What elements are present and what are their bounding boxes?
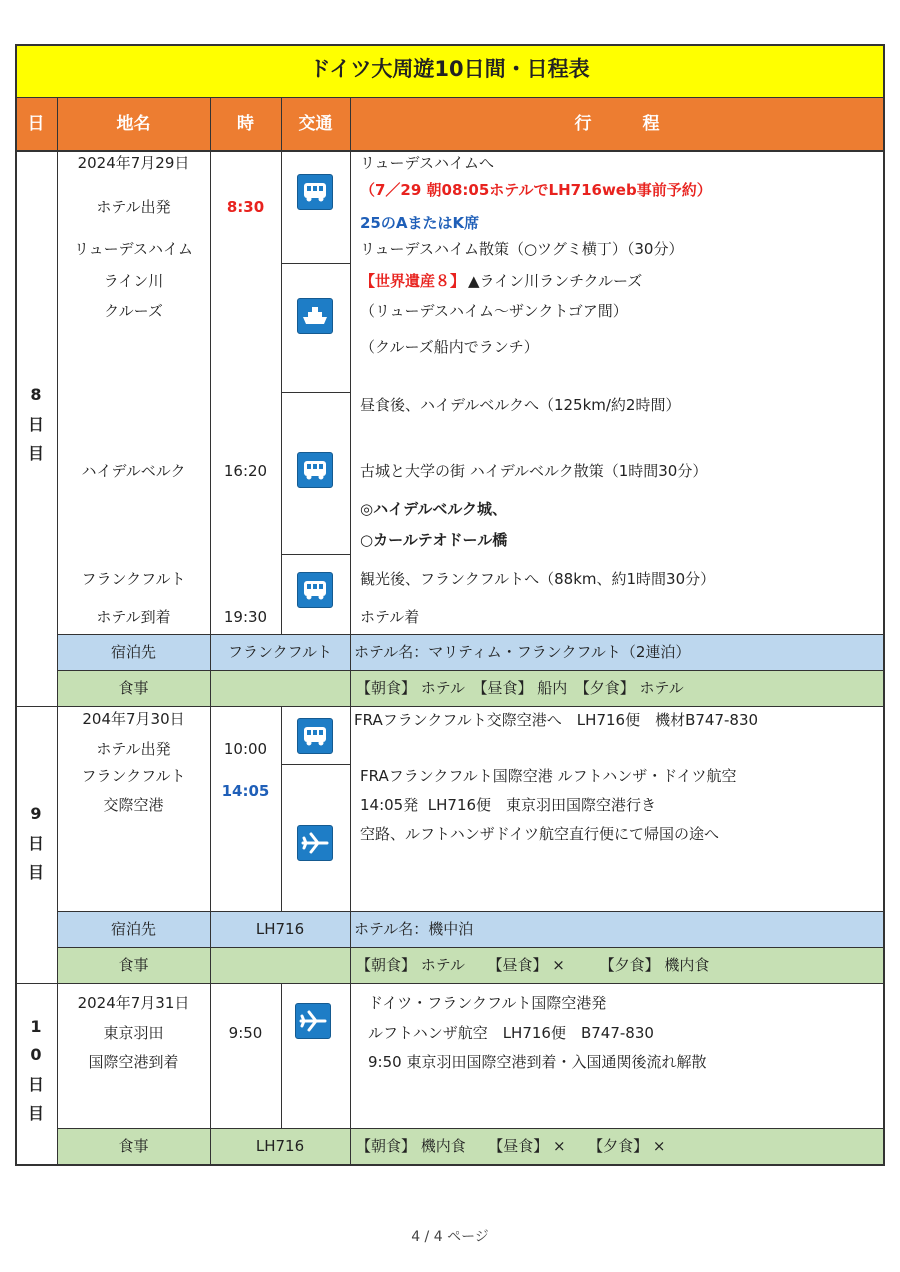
day9-time: 14:05 [221, 782, 270, 800]
day8-place: ホテル出発 [96, 198, 171, 216]
day10-label-4: 目 [27, 1104, 44, 1123]
day9-date: 204年7月30日 [82, 710, 185, 728]
day9-place: 交際空港 [103, 796, 164, 814]
day8-place: クルーズ [104, 302, 163, 320]
day9-place: フランクフルト [81, 767, 186, 785]
day8-itinerary-line: （7／29 朝08:05ホテルでLH716web事前予約） [360, 181, 712, 199]
day8-itinerary-line: リューデスハイムへ [360, 154, 494, 172]
day8-itinerary-line: （リューデスハイム～ザンクトゴア間） [360, 302, 628, 320]
day8-place: フランクフルト [81, 570, 186, 588]
day8-itinerary-line: 25のAまたはK席 [360, 214, 480, 232]
day10-label-1: 1 [30, 1017, 42, 1036]
page-number: 4 / 4 ページ [411, 1229, 489, 1245]
day8-itinerary-line: 観光後、フランクフルトへ（88km、約1時間30分） [360, 570, 716, 588]
day9-stay-label: 宿泊先 [110, 920, 156, 938]
day10-itinerary-line: ルフトハンザ航空 LH716便 B747-830 [368, 1024, 654, 1042]
day10-meal-place: LH716 [255, 1137, 305, 1155]
day10-meal-text: 【朝食】 機内食 【昼食】 × 【夕食】 × [356, 1137, 666, 1155]
day10-date: 2024年7月31日 [77, 994, 190, 1012]
day8-stay-label: 宿泊先 [110, 643, 156, 661]
header-transport: 交通 [298, 114, 333, 134]
day8-itinerary-line: 昼食後、ハイデルベルクへ（125km/約2時間） [360, 396, 681, 414]
day8-time: 19:30 [223, 608, 268, 626]
airplane-icon [295, 1003, 331, 1039]
day10-label-2: 0 [30, 1045, 42, 1064]
day8-time: 8:30 [226, 198, 265, 216]
day10-time: 9:50 [228, 1024, 263, 1042]
day9-itinerary-line: 空路、ルフトハンザドイツ航空直行便にて帰国の途へ [360, 825, 719, 843]
day8-stay-place: フランクフルト [227, 643, 333, 661]
day8-itinerary-line: ▲ライン川ランチクルーズ [468, 272, 643, 290]
day10-place: 国際空港到着 [88, 1053, 179, 1071]
header-time: 時 [237, 114, 254, 134]
page-title: ドイツ大周遊10日間・日程表 [309, 57, 590, 81]
day8-itinerary-line: リューデスハイム散策（○ツグミ横丁）（30分） [360, 240, 684, 258]
day9-label-3: 目 [27, 863, 44, 882]
day8-meal-text: 【朝食】 ホテル 【昼食】 船内 【夕食】 ホテル [356, 679, 684, 697]
bus-icon [297, 718, 333, 754]
bus-icon [297, 174, 333, 210]
day8-itinerary-line: （クルーズ船内でランチ） [360, 338, 539, 356]
header-day: 日 [27, 114, 45, 134]
day8-meal-label: 食事 [118, 679, 149, 697]
day8-place: ライン川 [103, 272, 164, 290]
day10-place: 東京羽田 [103, 1024, 164, 1042]
ship-icon [297, 298, 333, 334]
day8-place: ホテル到着 [96, 608, 171, 626]
day8-itinerary-line: ◎ハイデルベルク城、 [360, 500, 508, 518]
day9-stay-hotel: ホテル名：機中泊 [354, 920, 474, 938]
day9-meal-text: 【朝食】 ホテル 【昼食】 × 【夕食】 機内食 [356, 956, 710, 974]
day9-itinerary-line: FRAフランクフルト交際空港へ LH716便 機材B747-830 [354, 711, 759, 729]
day8-place: ハイデルベルク [81, 462, 186, 480]
day9-time: 10:00 [223, 740, 268, 758]
day10-label-3: 日 [27, 1075, 44, 1094]
day9-itinerary-line: 14:05発 LH716便 東京羽田国際空港行き [360, 796, 657, 814]
day8-date: 2024年7月29日 [77, 154, 190, 172]
day9-label-1: 9 [30, 804, 42, 823]
bus-icon [297, 572, 333, 608]
day8-itinerary-line: 古城と大学の街 ハイデルベルク散策（1時間30分） [360, 462, 708, 480]
day9-place: ホテル出発 [96, 740, 171, 758]
day9-stay-place: LH716 [255, 920, 305, 938]
day9-label-2: 日 [27, 834, 44, 853]
day8-label-3: 目 [27, 444, 44, 463]
airplane-icon [297, 825, 333, 861]
day8-label-2: 日 [27, 415, 44, 434]
day8-itinerary-line: ホテル着 [360, 608, 420, 626]
day10-meal-label: 食事 [118, 1137, 149, 1155]
day9-meal-label: 食事 [118, 956, 149, 974]
day8-label-1: 8 [30, 385, 42, 404]
day10-itinerary-line: ドイツ・フランクフルト国際空港発 [368, 994, 607, 1012]
header-itinerary: 行 程 [574, 114, 660, 134]
day9-itinerary-line: FRAフランクフルト国際空港 ルフトハンザ・ドイツ航空 [360, 767, 737, 785]
bus-icon [297, 452, 333, 488]
day10-itinerary-line: 9:50 東京羽田国際空港到着・入国通関後流れ解散 [368, 1053, 707, 1071]
day8-time: 16:20 [223, 462, 268, 480]
day8-itinerary-line: 【世界遺産８】 [360, 272, 466, 290]
day8-place: リューデスハイム [74, 240, 193, 258]
header-place: 地名 [116, 114, 151, 134]
day8-itinerary-line: ○カールテオドール橋 [360, 531, 508, 549]
day8-stay-hotel: ホテル名：マリティム・フランクフルト（2連泊） [354, 643, 691, 661]
